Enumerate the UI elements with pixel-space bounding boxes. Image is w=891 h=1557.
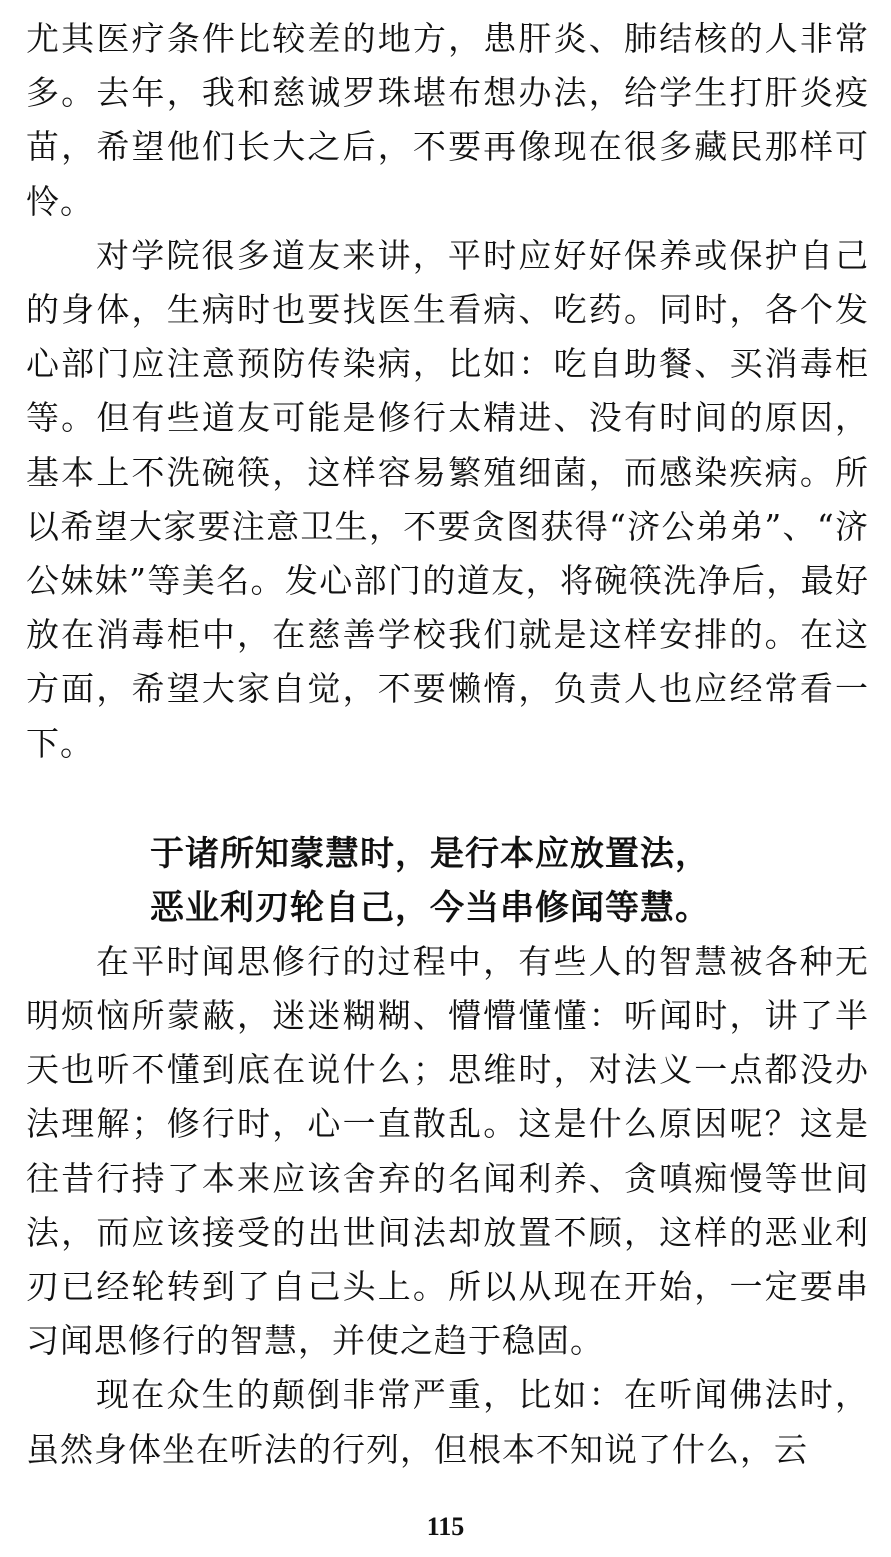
paragraph-2: 对学院很多道友来讲，平时应好好保养或保护自己的身体，生病时也要找医生看病、吃药。同时，各个发心部门应注意预防传染病，比如：吃自助餐、买消毒柜等。但有些道友可能是修行太精进、没有时间的原因，基本上不洗碗筷，这样容易繁殖细菌，而感染疾病。所以希望大家要注意卫生，不要贪图获得“济公弟弟”、“济公妹妹”等美名。发心部门的道友，将碗筷洗净后，最好放在消毒柜中，在慈善学校我们就是这样安排的。在这方面，希望大家自觉，不要懒惰，负责人也应经常看一下。	[26, 235, 869, 763]
verse-line-2: 恶业利刃轮自己，今当串修闻等慧。	[150, 887, 710, 928]
paragraph-3: 在平时闻思修行的过程中，有些人的智慧被各种无明烦恼所蒙蔽，迷迷糊糊、懵懵懂懂：听闻时，讲了半天也听不懂到底在说什么；思维时，对法义一点都没办法理解；修行时，心一直散乱。这是什么原因呢？这是往昔行持了本来应该舍弃的名闻利养、贪嗔痴慢等世间法，而应该接受的出世间法却放置不顾，这样的恶业利刃已经轮转到了自己头上。所以从现在开始，一定要串习闻思修行的智慧，并使之趋于稳固。	[26, 941, 869, 1361]
paragraph-1: 尤其医疗条件比较差的地方，患肝炎、肺结核的人非常多。去年，我和慈诚罗珠堪布想办法，给学生打肝炎疫苗，希望他们长大之后，不要再像现在很多藏民那样可怜。	[26, 19, 869, 221]
section-spacer	[26, 771, 869, 827]
paragraph-4: 现在众生的颠倒非常严重，比如：在听闻佛法时，虽然身体坐在听法的行列，但根本不知说了什么，云	[26, 1375, 869, 1469]
page-number: 115	[426, 1512, 465, 1541]
verse-line-1: 于诸所知蒙慧时，是行本应放置法，	[150, 833, 710, 874]
